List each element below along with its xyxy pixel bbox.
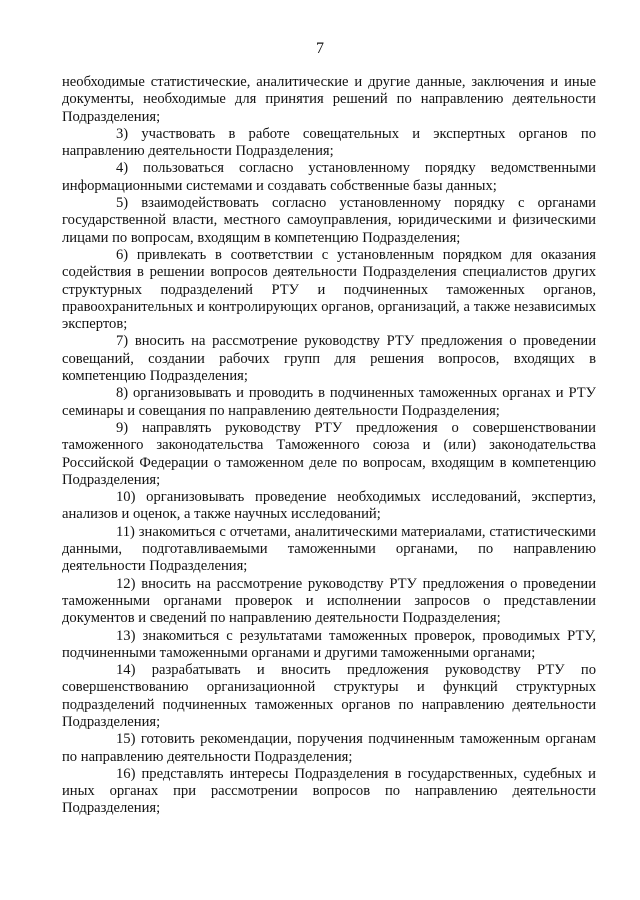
paragraph-item-8: 8) организовывать и проводить в подчиненных таможенных органах и РТУ семинары и совещания по направлению деятельности Подразделения;	[62, 385, 596, 419]
paragraph-item-12: 12) вносить на рассмотрение руководству РТУ предложения о проведении таможенными органами проверок и исполнении запросов о представлении документов и сведений по направлению деятельности Подразделения;	[62, 575, 596, 627]
paragraph-item-9: 9) направлять руководству РТУ предложения о совершенствовании таможенного законодательства Таможенного союза и (или) законодательства Российской Федерации о таможенном деле по вопросам, входящим в компетенцию Подразделения;	[62, 419, 596, 488]
paragraph-item-4: 4) пользоваться согласно установленному порядку ведомственными информационными системами и создавать собственные базы данных;	[62, 160, 596, 194]
paragraph-item-13: 13) знакомиться с результатами таможенных проверок, проводимых РТУ, подчиненными таможенными органами и другими таможенными органами;	[62, 627, 596, 661]
paragraph: необходимые статистические, аналитические и другие данные, заключения и иные документы, необходимые для принятия решений по направлению деятельности Подразделения;	[62, 74, 596, 125]
paragraph-item-15: 15) готовить рекомендации, поручения подчиненным таможенным органам по направлению деятельности Подразделения;	[62, 731, 596, 765]
paragraph-item-14: 14) разрабатывать и вносить предложения руководству РТУ по совершенствованию организационной структуры и функций структурных подразделений подчиненных таможенных органов по направлению деятельности Подразделения;	[62, 662, 596, 730]
paragraph-item-16: 16) представлять интересы Подразделения в государственных, судебных и иных органах при рассмотрении вопросов по направлению деятельности Подразделения;	[62, 765, 596, 817]
paragraph-item-10: 10) организовывать проведение необходимых исследований, экспертиз, анализов и оценок, а также научных исследований;	[62, 489, 596, 523]
paragraph-item-3: 3) участвовать в работе совещательных и экспертных органов по направлению деятельности Подразделения;	[62, 125, 596, 160]
paragraph-item-5: 5) взаимодействовать согласно установленному порядку с органами государственной власти, местного самоуправления, юридическими и физическими лицами по вопросам, входящим в компетенцию Подразделения;	[62, 195, 596, 246]
document-body	[62, 74, 596, 818]
page-number: 7	[316, 40, 324, 57]
paragraph-item-7: 7) вносить на рассмотрение руководству РТУ предложения о проведении совещаний, создании рабочих групп для решения вопросов, входящих в компетенцию Подразделения;	[62, 333, 596, 385]
paragraph-item-11: 11) знакомиться с отчетами, аналитическими материалами, статистическими данными, подготавливаемыми таможенными органами, по направлению деятельности Подразделения;	[62, 523, 596, 575]
paragraph-item-6: 6) привлекать в соответствии с установленным порядком для оказания содействия в решении вопросов деятельности Подразделения специалистов других структурных подразделений РТУ и подчиненных таможенных органов, правоохранительных и контролирующих органов, организаций, а также независимых экспертов;	[62, 246, 596, 333]
